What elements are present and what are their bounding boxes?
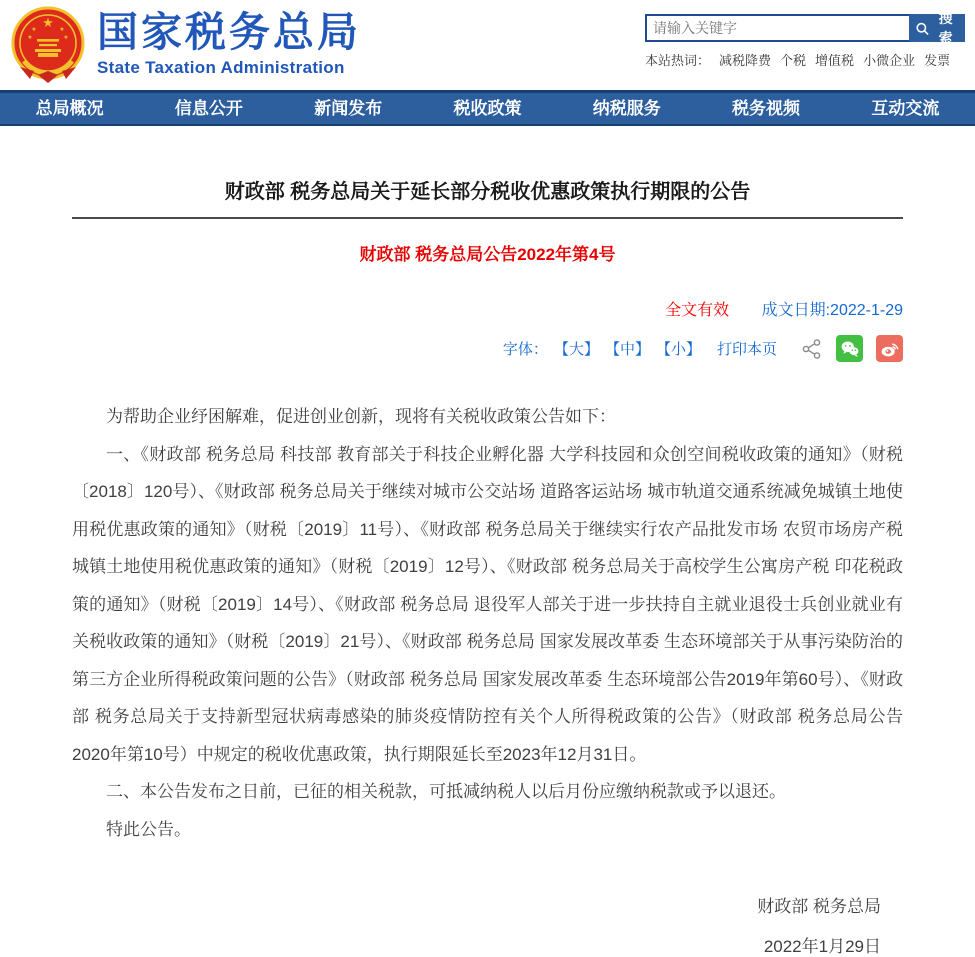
print-button[interactable]: 打印本页	[716, 341, 777, 358]
font-medium-button[interactable]: 【中】	[604, 341, 650, 358]
hotwords-bar	[645, 50, 965, 69]
document-toolbar	[72, 335, 903, 362]
document-body	[72, 398, 903, 848]
document-title: 财政部 税务总局关于延长部分税收优惠政策执行期限的公告	[224, 181, 751, 203]
site-title-en: State Taxation Administration	[97, 58, 345, 77]
search-button[interactable]	[909, 10, 965, 46]
signature-block	[72, 892, 903, 957]
site-brand	[97, 8, 361, 78]
hotwords-label: 本站热词：	[645, 53, 711, 68]
validity-badge: 全文有效	[665, 302, 730, 319]
hotword-link[interactable]: 发票	[924, 53, 951, 68]
nav-item-overview[interactable]: 总局概况	[35, 99, 104, 118]
main-nav	[0, 90, 975, 126]
font-size-label: 字体：	[502, 341, 548, 358]
svg-text:★: ★	[27, 35, 33, 41]
search-input[interactable]	[645, 14, 909, 42]
share-icon[interactable]	[801, 338, 823, 360]
nav-item-info-disclosure[interactable]: 信息公开	[174, 99, 243, 118]
hotword-link[interactable]: 小微企业	[863, 53, 916, 68]
paragraph: 二、本公告发布之日前，已征的相关税款，可抵减纳税人以后月份应缴纳税款或予以退还。	[106, 782, 786, 801]
site-title: 国家税务总局	[97, 9, 361, 55]
hotword-link[interactable]: 增值税	[815, 53, 855, 68]
title-divider	[72, 217, 903, 219]
paragraph: 为帮助企业纾困解难，促进创业创新，现将有关税收政策公告如下：	[106, 407, 616, 426]
svg-text:★: ★	[31, 27, 37, 33]
document-content	[0, 175, 975, 957]
document-meta	[72, 297, 903, 320]
hotword-link[interactable]: 减税降费	[719, 53, 772, 68]
national-emblem-logo	[8, 5, 88, 85]
nav-item-news[interactable]: 新闻发布	[314, 99, 383, 118]
site-header	[0, 0, 975, 90]
weibo-share-icon[interactable]	[876, 335, 903, 362]
document-number: 财政部 税务总局公告2022年第4号	[359, 245, 616, 264]
font-small-button[interactable]: 【小】	[655, 341, 701, 358]
paragraph: 一、《财政部 税务总局 科技部 教育部关于科技企业孵化器 大学科技园和众创空间税收政策的通知》（财税〔2018〕120号）、《财政部 税务总局关于继续对城市公交站场 道路客运站场 城市轨道交通系统减免城镇土地使用税优惠政策的通知》（财税〔2019〕11号）、《财政部 税务总局关于继续实行农产品批发市场 农贸市场房产税城镇土地使用税优惠政策的通知》（财税〔2019〕12号）、《财政部 税务总局关于高校学生公寓房产税 印花税政策的通知》（财税〔2019〕14号）、《财政部 税务总局 退役军人部关于进一步扶持自主就业退役士兵创业就业有关税收政策的通知》（财税〔2019〕21号）、《财政部 税务总局 国家发展改革委 生态环境部关于从事污染防治的第三方企业所得税政策问题的公告》（财政部 税务总局 国家发展改革委 生态环境部公告2019年第60号）、《财政部 税务总局关于支持新型冠状病毒感染的肺炎疫情防控有关个人所得税政策的公告》（财政部 税务总局公告2020年第10号）中规定的税收优惠政策，执行期限延长至2023年12月31日。	[72, 444, 903, 764]
nav-item-interaction[interactable]: 互动交流	[871, 99, 940, 118]
svg-text:★: ★	[42, 15, 54, 30]
wechat-share-icon[interactable]	[836, 335, 863, 362]
nav-item-tax-policy[interactable]: 税收政策	[453, 99, 522, 118]
svg-text:★: ★	[63, 35, 69, 41]
paragraph: 特此公告。	[106, 819, 191, 839]
hotword-link[interactable]: 个税	[780, 53, 807, 68]
nav-item-tax-video[interactable]: 税务视频	[732, 99, 801, 118]
search-area	[645, 10, 965, 69]
search-button-label: 搜索	[938, 10, 953, 46]
svg-text:★: ★	[59, 27, 65, 33]
search-icon	[915, 21, 929, 36]
nav-item-tax-service[interactable]: 纳税服务	[592, 99, 661, 118]
signature: 财政部 税务总局	[757, 897, 881, 916]
signature-date: 2022年1月29日	[763, 937, 881, 956]
font-large-button[interactable]: 【大】	[553, 341, 599, 358]
document-date: 成文日期:2022-1-29	[761, 302, 903, 319]
